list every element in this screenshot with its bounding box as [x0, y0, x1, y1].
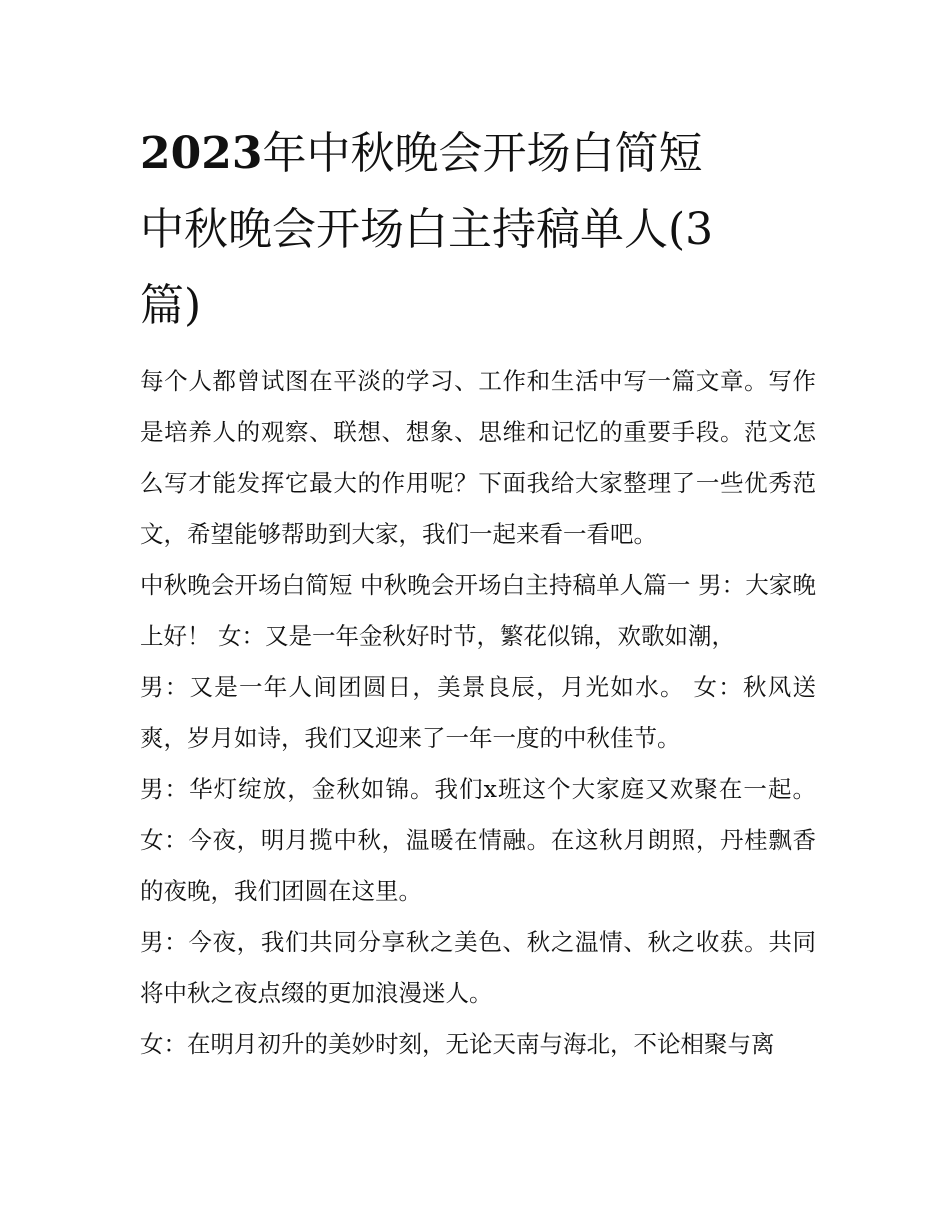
intro-paragraph: 每个人都曾试图在平淡的学习、工作和生活中写一篇文章。写作是培养人的观察、联想、想象、思维和记忆的重要手段。范文怎么写才能发挥它最大的作用呢？下面我给大家整理了一些优秀范文，希望能够帮助到大家，我们一起来看一看吧。 [140, 367, 816, 548]
title-line-1 [140, 116, 820, 192]
document-title [140, 116, 820, 344]
paragraph: 男：华灯绽放，金秋如锦。我们x班这个大家庭又欢聚在一起。 女：今夜，明月揽中秋，温暖在情融。在这秋月朗照，丹桂飘香的夜晚，我们团圆在这里。 [140, 775, 816, 905]
paragraph: 男：又是一年人间团圆日，美景良辰，月光如水。 女：秋风送爽，岁月如诗，我们又迎来了一年一度的中秋佳节。 [140, 673, 816, 752]
paragraph: 女：在明月初升的美妙时刻，无论天南与海北，不论相聚与离 [140, 1030, 775, 1058]
paragraph: 男：今夜，我们共同分享秋之美色、秋之温情、秋之收获。共同将中秋之夜点缀的更加浪漫迷人。 [140, 928, 816, 1007]
document-body [140, 356, 816, 1070]
title-line-1-text: 年中秋晚会开场白简短 [262, 128, 703, 179]
title-year: 2023 [140, 128, 263, 179]
title-line-2: 中秋晚会开场白主持稿单人(3 [140, 204, 714, 255]
paragraph: 中秋晚会开场白简短 中秋晚会开场白主持稿单人篇一 男：大家晚上好！ 女：又是一年金秋好时节，繁花似锦，欢歌如潮， [140, 571, 816, 650]
title-line-3: 篇) [140, 280, 202, 331]
